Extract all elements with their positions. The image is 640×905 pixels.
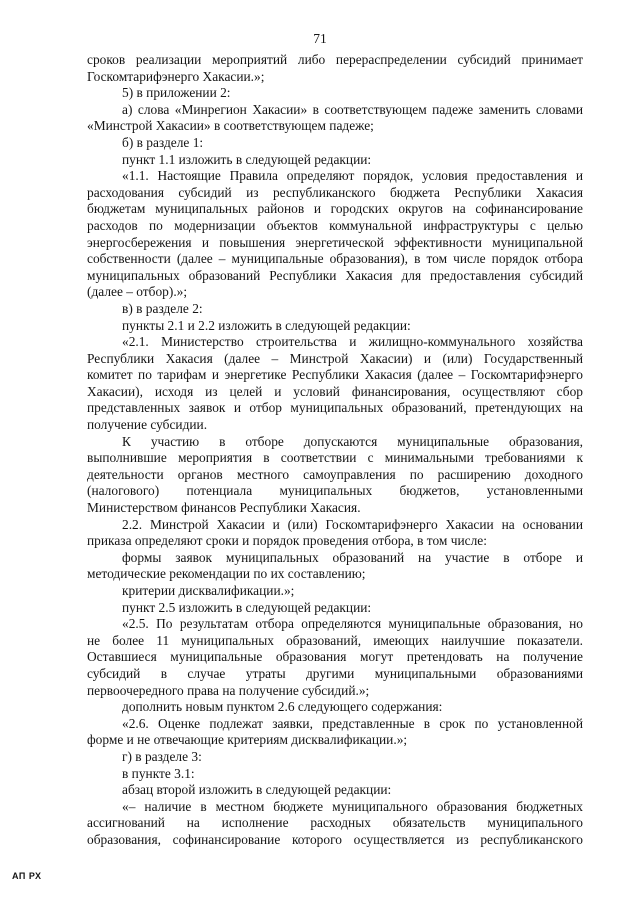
text-line: первоочередного права на получение субсидий.»;: [87, 682, 370, 698]
text-line: муниципальных образований Республики Хакасия для предоставления субсидий: [87, 267, 583, 283]
text-line: субсидий в случае утраты другими муниципальными образованиями: [87, 665, 583, 681]
text-line: пункт 1.1 изложить в следующей редакции:: [122, 151, 372, 167]
text-line: «1.1. Настоящие Правила определяют порядок, условия предоставления и: [122, 168, 583, 184]
text-line: Оставшиеся муниципальные образования могут претендовать на получение: [87, 649, 583, 665]
footer-mark: АП РХ: [12, 871, 42, 881]
text-line: (налогового) потенциала муниципальных бюджетов, установленными: [87, 483, 583, 499]
text-line: г) в разделе 3:: [122, 748, 202, 764]
text-line: 5) в приложении 2:: [122, 85, 231, 101]
text-line: «2.5. По результатам отбора определяются муниципальные образования, но: [122, 616, 583, 632]
text-line: дополнить новым пунктом 2.6 следующего содержания:: [122, 699, 443, 715]
text-line: (далее – отбор).»;: [87, 284, 188, 300]
text-line: критерии дисквалификации.»;: [122, 583, 295, 598]
text-line: собственности (далее – муниципальные образования), в том числе порядок отбора: [87, 251, 583, 267]
text-line: получение субсидии.: [87, 417, 208, 433]
text-line: деятельности органов местного самоуправления по расширению доходного: [87, 466, 583, 482]
text-line: методические рекомендации по их составлению;: [87, 566, 366, 582]
text-line: а) слова «Минрегион Хакасии» в соответствующем падеже заменить словами: [122, 101, 583, 117]
text-line: форме и не отвечающие критериям дисквалификации.»;: [87, 732, 408, 748]
text-line: в пункте 3.1:: [122, 765, 195, 781]
text-line: формы заявок муниципальных образований на участие в отборе и: [122, 549, 583, 565]
text-line: б) в разделе 1:: [122, 134, 204, 150]
text-line: Республики Хакасия (далее – Минстрой Хакасии) и (или) Государственный: [87, 350, 583, 366]
text-line: расходования субсидий из республиканского бюджета Республики Хакасия: [87, 184, 583, 200]
text-line: бюджетам муниципальных районов и городских округов на софинансирование: [87, 201, 583, 217]
text-line: выполнившие мероприятия в соответствии с минимальными требованиями к: [87, 450, 583, 466]
text-line: абзац второй изложить в следующей редакции:: [122, 782, 392, 798]
text-line: Министерством финансов Республики Хакасия.: [87, 500, 361, 516]
text-line: «Минстрой Хакасии» в соответствующем падеже;: [87, 118, 374, 134]
text-line: 2.2. Минстрой Хакасии и (или) Госкомтарифэнерго Хакасии на основании: [122, 516, 583, 532]
text-line: представленных заявок и отбор муниципальных образований, претендующих на: [87, 400, 583, 416]
text-line: энергосбережения и повышения энергетической эффективности муниципальной: [87, 234, 583, 250]
text-line: расходов по модернизации объектов коммунальной инфраструктуры с целью: [87, 217, 583, 233]
text-line: ассигнований на исполнение расходных обязательств муниципального: [87, 815, 583, 831]
text-line: К участию в отборе допускаются муниципальные образования,: [122, 433, 583, 449]
text-line: в) в разделе 2:: [122, 300, 203, 316]
text-line: «2.1. Министерство строительства и жилищно-коммунального хозяйства: [122, 334, 583, 350]
page-number: 71: [313, 31, 327, 46]
text-line: «– наличие в местном бюджете муниципального образования бюджетных: [122, 798, 583, 814]
text-line: сроков реализации мероприятий либо перераспределении субсидий принимает: [87, 52, 583, 67]
document-body: [87, 52, 583, 849]
text-line: комитет по тарифам и энергетике Республики Хакасия (далее – Госкомтарифэнерго: [87, 367, 583, 383]
text-line: образования, софинансирование которого осуществляется из республиканского: [87, 831, 583, 847]
text-line: приказа определяют сроки и порядок проведения отбора, в том числе:: [87, 533, 487, 549]
text-line: Госкомтарифэнерго Хакасии.»;: [87, 68, 265, 84]
text-line: пункт 2.5 изложить в следующей редакции:: [122, 599, 372, 615]
text-line: не более 11 муниципальных образований, имеющих наилучшие показатели.: [87, 632, 583, 648]
text-line: «2.6. Оценке подлежат заявки, представленные в срок по установленной: [122, 715, 583, 731]
text-line: Хакасии), исходя из целей и условий финансирования, осуществляют сбор: [87, 383, 583, 399]
text-line: пункты 2.1 и 2.2 изложить в следующей редакции:: [122, 317, 411, 333]
